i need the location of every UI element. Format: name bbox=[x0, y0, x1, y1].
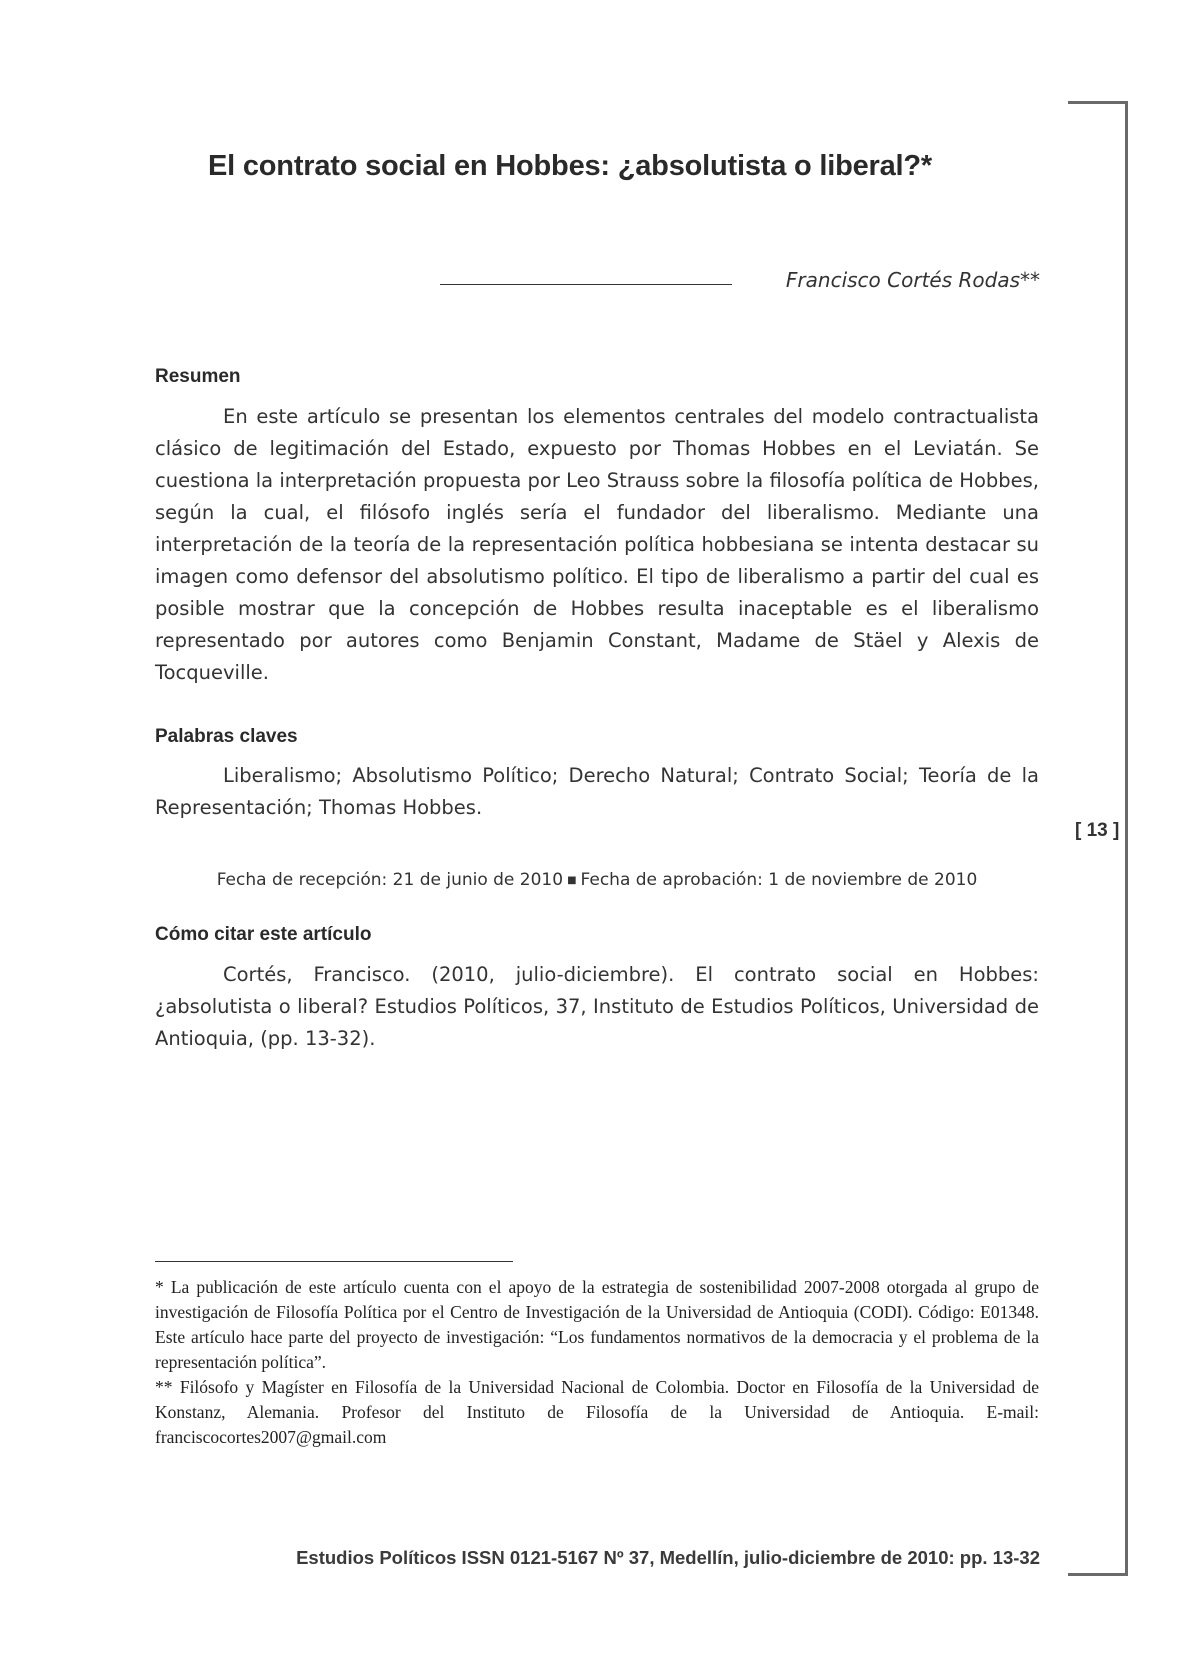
footnote-1: * La publicación de este artículo cuenta con el apoyo de la estrategia de sostenibilidad 2007-2008 otorgada al grupo de investigación de Filosofía Política por el Centro de Investigación de la Universidad de Antioquia (CODI). Código: E01348. Este artículo hace parte del proyecto de investigación: “Los fundamentos normativos de la democracia y el problema de la representación política”. bbox=[155, 1277, 1039, 1372]
footnote-rule bbox=[155, 1261, 513, 1262]
approved-date: Fecha de aprobación: 1 de noviembre de 2010 bbox=[580, 870, 978, 890]
keywords-heading: Palabras claves bbox=[155, 726, 298, 747]
margin-bracket-top bbox=[1068, 101, 1128, 104]
received-date: Fecha de recepción: 21 de junio de 2010 bbox=[216, 870, 564, 890]
article-title: El contrato social en Hobbes: ¿absolutista o liberal?* bbox=[208, 150, 932, 182]
citation-heading: Cómo citar este artículo bbox=[155, 924, 372, 945]
abstract-italic: Leviatán bbox=[913, 437, 997, 460]
journal-footer: Estudios Políticos ISSN 0121-5167 Nº 37, Medellín, julio-diciembre de 2010: pp. 13-32 bbox=[296, 1547, 1040, 1568]
footnote-2: ** Filósofo y Magíster en Filosofía de la Universidad Nacional de Colombia. Doctor en Filosofía de la Universidad de Konstanz, Alemania. Profesor del Instituto de Filosofía de la Universidad de Antioquia. E-mail: franciscocortes2007@gmail.com bbox=[155, 1377, 1039, 1447]
margin-bracket-bottom bbox=[1068, 1573, 1128, 1576]
author-rule bbox=[440, 284, 732, 285]
citation-italic: Estudios Políticos, bbox=[374, 995, 550, 1018]
dates-line bbox=[155, 870, 1039, 890]
citation-text: Cortés, Francisco. (2010, julio-diciembre). El contrato social en Hobbes: ¿absolutista o liberal? Estudios Políticos, 37, Instituto de Estudios Políticos, Universidad de Antioquia, (pp. 13-32). bbox=[155, 963, 1039, 1050]
page-number: [ 13 ] bbox=[1075, 820, 1120, 841]
margin-bracket bbox=[1125, 102, 1128, 1576]
footnotes bbox=[155, 1275, 1039, 1450]
keywords-text: Liberalismo; Absolutismo Político; Derecho Natural; Contrato Social; Teoría de la Representación; Thomas Hobbes. bbox=[155, 764, 1039, 819]
abstract-text: En este artículo se presentan los elementos centrales del modelo contractualista clásico de legitimación del Estado, expuesto por Thomas Hobbes en el Leviatán. Se cuestiona la interpretación propuesta por Leo Strauss sobre la filosofía política de Hobbes, según la cual, el filósofo inglés sería el fundador del liberalismo. Mediante una interpretación de la teoría de la representación política hobbesiana se intenta destacar su imagen como defensor del absolutismo político. El tipo de liberalismo a partir del cual es posible mostrar que la concepción de Hobbes resulta inaceptable es el liberalismo representado por autores como Benjamin Constant, Madame de Stäel y Alexis de Tocqueville. bbox=[155, 405, 1039, 684]
author-name: Francisco Cortés Rodas** bbox=[785, 268, 1040, 292]
dates-separator: ■ bbox=[567, 874, 577, 886]
abstract-heading: Resumen bbox=[155, 366, 241, 387]
